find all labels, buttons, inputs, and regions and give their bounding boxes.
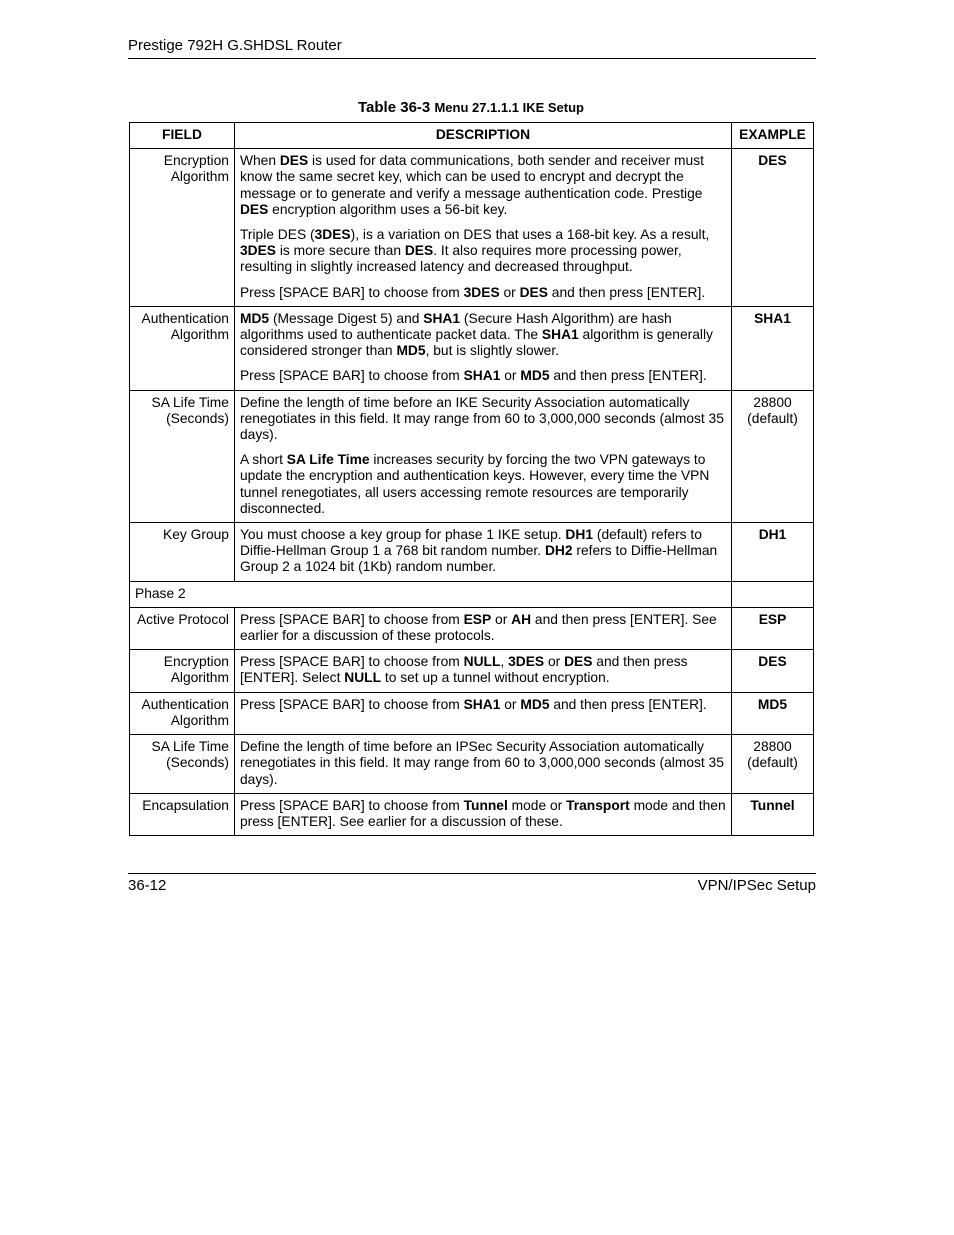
text-run: You must choose a key group for phase 1 IKE setup.	[239, 527, 566, 543]
bold-term: DES	[519, 284, 548, 300]
example-cell: ESP	[731, 607, 813, 649]
bold-term: ESP	[463, 611, 492, 627]
description-paragraph	[240, 395, 726, 444]
document-title: Prestige 792H G.SHDSL Router	[128, 37, 342, 54]
table-row	[130, 650, 814, 692]
bold-term: MD5	[239, 310, 270, 326]
bold-term: 3DES	[463, 284, 500, 300]
text-run: or	[500, 368, 521, 384]
table-row	[130, 523, 814, 582]
field-cell: SA Life Time (Seconds)	[130, 735, 235, 794]
field-cell: Encryption Algorithm	[130, 650, 235, 692]
table-row	[130, 692, 814, 734]
table-row	[130, 607, 814, 649]
text-run: Press [SPACE BAR] to choose from	[239, 284, 464, 300]
text-run: and then press [ENTER].	[549, 368, 707, 384]
table-row	[130, 306, 814, 390]
description-paragraph	[240, 798, 726, 830]
bold-term: Transport	[566, 797, 630, 813]
description-paragraph	[240, 153, 726, 218]
text-run: Define the length of time before an IPSec Security Association automatically renegotiates in this field. It may range from 60 to 3,000,000 seconds (almost 35 days).	[239, 739, 724, 787]
field-cell: Encryption Algorithm	[130, 149, 235, 307]
description-cell	[234, 523, 731, 582]
bold-term: MD5	[396, 343, 426, 359]
bold-term: DES	[279, 153, 309, 169]
description-cell	[234, 390, 731, 522]
bold-term: DH1	[565, 527, 594, 543]
text-run: Press [SPACE BAR] to choose from	[239, 368, 464, 384]
text-run: When	[239, 153, 280, 169]
bold-term: SA Life Time	[286, 452, 370, 468]
text-run: refers to Diffie-Hellman Group 2 a 1024 bit (1Kb) random number.	[239, 543, 718, 575]
table-row	[130, 735, 814, 794]
table-row	[130, 149, 814, 307]
description-paragraph	[240, 452, 726, 517]
description-cell	[234, 735, 731, 794]
text-run: and then press [ENTER].	[547, 284, 706, 300]
bold-term: DES	[404, 243, 434, 259]
text-run: to set up a tunnel without encryption.	[381, 670, 610, 686]
description-cell	[234, 306, 731, 390]
text-run: Press [SPACE BAR] to choose from	[239, 611, 464, 627]
description-paragraph	[240, 368, 726, 384]
page-footer	[128, 873, 816, 894]
bold-term: SHA1	[463, 696, 501, 712]
example-cell: 28800 (default)	[731, 735, 813, 794]
bold-term: SHA1	[541, 327, 579, 343]
table-title: Menu 27.1.1.1 IKE Setup	[434, 100, 584, 115]
text-run: A short	[239, 452, 287, 468]
field-cell: SA Life Time (Seconds)	[130, 390, 235, 522]
text-run: is used for data communications, both sender and receiver must know the same secret key, which can be used to encrypt and decrypt the message or to generate and verify a message authentication code. Prestige	[239, 153, 704, 201]
description-cell	[234, 149, 731, 307]
text-run: or	[499, 284, 520, 300]
text-run: mode and then press [ENTER]. See earlier for a discussion of these.	[239, 797, 726, 829]
text-run: or	[544, 654, 565, 670]
description-paragraph	[240, 654, 726, 686]
header-field: FIELD	[130, 123, 235, 149]
bold-term: DES	[239, 201, 269, 217]
table-row	[130, 581, 814, 607]
text-run: Press [SPACE BAR] to choose from	[239, 654, 464, 670]
text-run: (Secure Hash Algorithm) are hash algorithms used to authenticate packet data. The	[239, 310, 672, 343]
example-cell: DES	[731, 149, 813, 307]
bold-term: MD5	[520, 696, 550, 712]
example-cell: DES	[731, 650, 813, 692]
header-description: DESCRIPTION	[234, 123, 731, 149]
description-cell	[234, 692, 731, 734]
text-run: mode or	[507, 797, 567, 813]
bold-term: AH	[511, 611, 532, 627]
text-run: ,	[500, 654, 509, 670]
text-run: or	[491, 611, 512, 627]
table-row	[130, 793, 814, 835]
description-paragraph	[240, 612, 726, 644]
bold-term: 3DES	[314, 227, 351, 243]
bold-term: SHA1	[463, 368, 501, 384]
description-cell	[234, 650, 731, 692]
page-header	[128, 37, 816, 59]
description-paragraph	[240, 227, 726, 276]
bold-term: NULL	[463, 654, 501, 670]
text-run: and then press [ENTER].	[549, 696, 707, 712]
text-run: Press [SPACE BAR] to choose from	[239, 696, 464, 712]
description-cell	[234, 607, 731, 649]
bold-term: 3DES	[508, 654, 545, 670]
description-paragraph	[240, 311, 726, 360]
field-cell: Encapsulation	[130, 793, 235, 835]
text-run: and then press [ENTER]. Select	[239, 654, 688, 686]
section-empty-cell	[731, 581, 813, 607]
text-run: . It also requires more processing power, resulting in slightly increased latency and decreased throughput.	[239, 243, 682, 275]
section-label: Phase 2	[130, 581, 732, 607]
bold-term: DH2	[544, 543, 573, 559]
description-paragraph	[240, 527, 726, 576]
bold-term: NULL	[344, 670, 382, 686]
text-run: (default) refers to Diffie-Hellman Group 1 a 768 bit random number.	[239, 527, 702, 559]
header-example: EXAMPLE	[731, 123, 813, 149]
text-run: algorithm is generally considered stronger than	[239, 327, 713, 359]
example-cell: SHA1	[731, 306, 813, 390]
description-paragraph	[240, 739, 726, 788]
description-paragraph	[240, 697, 726, 713]
table-header-row	[130, 123, 814, 149]
field-cell: Authentication Algorithm	[130, 692, 235, 734]
bold-term: MD5	[520, 368, 550, 384]
text-run: or	[500, 696, 521, 712]
example-cell: Tunnel	[731, 793, 813, 835]
table-number: Table 36-3	[358, 99, 431, 116]
text-run: Press [SPACE BAR] to choose from	[239, 797, 464, 813]
section-name: VPN/IPSec Setup	[697, 877, 816, 894]
text-run: increases security by forcing the two VPN gateways to update the encryption and authentication keys. However, every time the VPN tunnel renegotiates, all users accessing remote resources are temporarily disconnected.	[239, 452, 710, 516]
bold-term: 3DES	[239, 243, 277, 259]
text-run: and then press [ENTER]. See earlier for a discussion of these protocols.	[239, 611, 717, 644]
example-cell: DH1	[731, 523, 813, 582]
description-cell	[234, 793, 731, 835]
description-paragraph	[240, 285, 726, 301]
ike-setup-table	[129, 122, 814, 836]
field-cell: Key Group	[130, 523, 235, 582]
text-run: Define the length of time before an IKE Security Association automatically renegotiates in this field. It may range from 60 to 3,000,000 seconds (almost 35 days).	[239, 394, 724, 443]
field-cell: Authentication Algorithm	[130, 306, 235, 390]
bold-term: Tunnel	[463, 797, 508, 813]
text-run: ), is a variation on DES that uses a 168-bit key. As a result,	[350, 227, 710, 243]
bold-term: DES	[564, 654, 593, 670]
text-run: encryption algorithm uses a 56-bit key.	[268, 201, 508, 217]
example-cell: MD5	[731, 692, 813, 734]
bold-term: SHA1	[423, 310, 461, 326]
text-run: (Message Digest 5) and	[269, 310, 424, 326]
text-run: Triple DES (	[239, 227, 315, 243]
text-run: , but is slightly slower.	[425, 343, 559, 359]
field-cell: Active Protocol	[130, 607, 235, 649]
example-cell: 28800 (default)	[731, 390, 813, 522]
page-number: 36-12	[128, 877, 167, 894]
table-row	[130, 390, 814, 522]
text-run: is more secure than	[276, 243, 405, 259]
table-caption	[128, 99, 814, 116]
table-body	[130, 149, 814, 836]
